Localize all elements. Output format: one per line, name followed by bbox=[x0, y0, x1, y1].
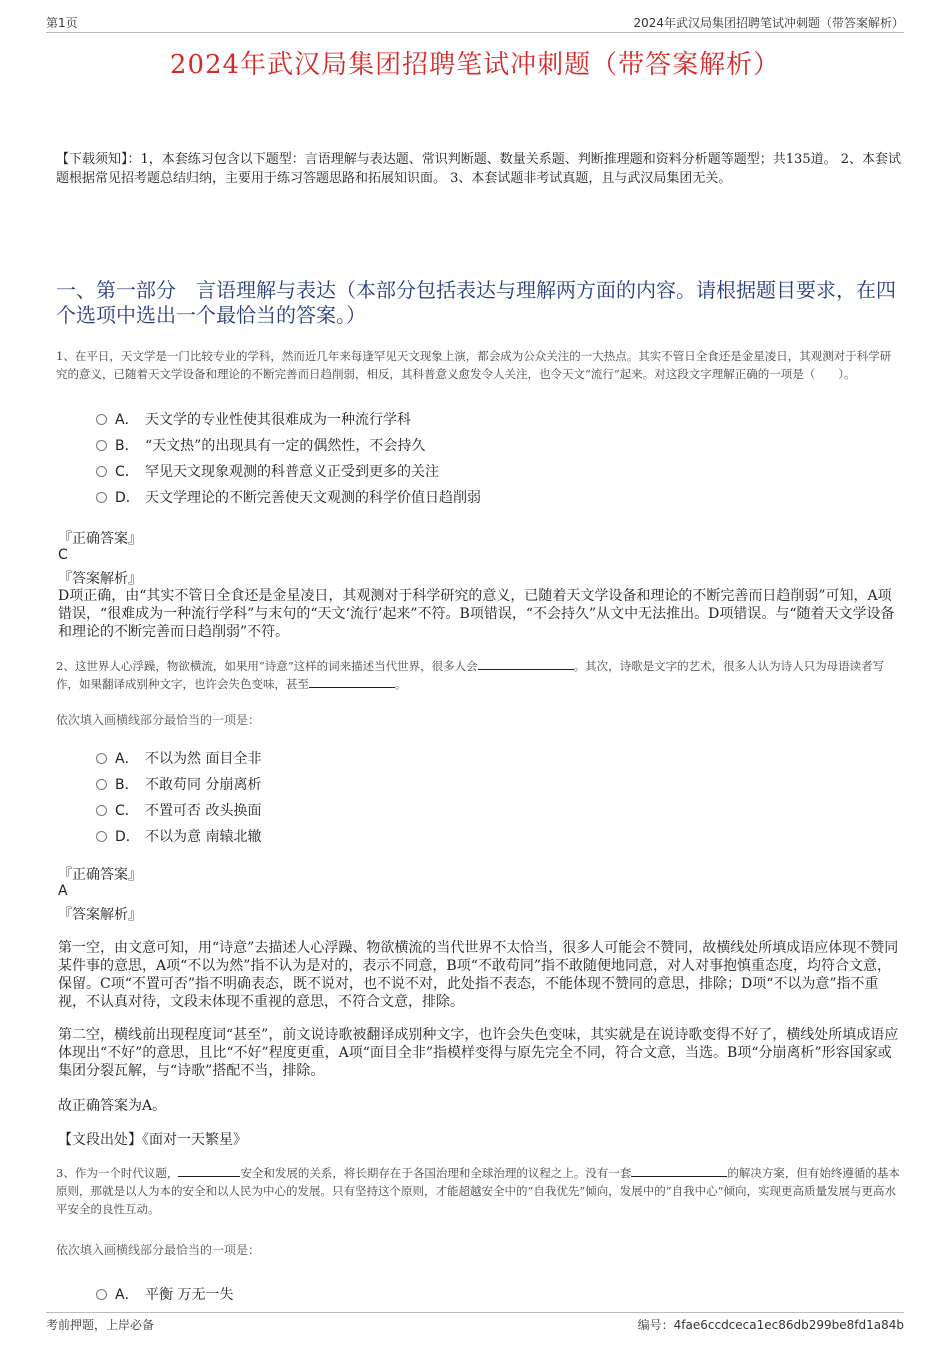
footer-slogan: 考前押题，上岸必备 bbox=[46, 1318, 155, 1332]
radio-icon[interactable] bbox=[96, 805, 107, 816]
question-2-option-d[interactable]: D． 不以为意 南辕北辙 bbox=[96, 826, 261, 846]
radio-icon[interactable] bbox=[96, 1289, 107, 1300]
radio-icon[interactable] bbox=[96, 753, 107, 764]
question-2-option-c[interactable]: C． 不置可否 改头换面 bbox=[96, 800, 261, 820]
question-2-stem: 2、这世界人心浮躁，物欲横流，如果用“诗意”这样的词来描述当代世界，很多人会 。其次，诗歌是文字的艺术，很多人认为诗人只为母语读者写作，如果翻译成别种文字，也许会失色变味，甚至 。 bbox=[56, 659, 885, 691]
radio-icon[interactable] bbox=[96, 492, 107, 503]
radio-icon[interactable] bbox=[96, 414, 107, 425]
question-1-option-d[interactable]: D． 天文学理论的不断完善使天文观测的科学价值日趋削弱 bbox=[96, 487, 481, 507]
page-number: 第1页 bbox=[46, 16, 78, 30]
document-title: 2024年武汉局集团招聘笔试冲刺题（带答案解析） bbox=[169, 50, 781, 80]
page-header bbox=[46, 14, 904, 33]
radio-icon[interactable] bbox=[96, 831, 107, 842]
question-2-option-a[interactable]: A． 不以为然 面目全非 bbox=[96, 748, 261, 768]
question-2-source: 【文段出处】《面对一天繁星》 bbox=[58, 1132, 247, 1148]
analysis-label: 『答案解析』 bbox=[58, 571, 142, 587]
question-3-stem: 3、作为一个时代议题， 安全和发展的关系，将长期存在于各国治理和全球治理的议程之上。没有一套 的解决方案，但有始终遵循的基本原则，那就是以人为本的安全和以人民为中心的发展。只有坚持这个原则，才能超越安全中的“自我优先”倾向，发展中的“自我中心”倾向，实现更高质量发展与更高水平安全的良性互动。 bbox=[56, 1166, 900, 1216]
fill-blank bbox=[309, 675, 395, 688]
download-notice: 【下载须知】：1，本套练习包含以下题型：言语理解与表达题、常识判断题、数量关系题、判断推理题和资料分析题等题型；共135道。 2、本套试题根据常见招考题总结归纳，主要用于练习答题思路和拓展知识面。 3、本套试题非考试真题，且与武汉局集团无关。 bbox=[56, 152, 901, 186]
answer-label: 『正确答案』 bbox=[58, 531, 142, 547]
question-2-answer: A bbox=[58, 883, 68, 899]
header-doc-title: 2024年武汉局集团招聘笔试冲刺题（带答案解析） bbox=[633, 16, 904, 30]
footer-code: 编号：4fae6ccdceca1ec86db299be8fd1a84b bbox=[637, 1318, 904, 1332]
radio-icon[interactable] bbox=[96, 466, 107, 477]
answer-label: 『正确答案』 bbox=[58, 867, 142, 883]
question-2-option-b[interactable]: B． 不敢苟同 分崩离析 bbox=[96, 774, 261, 794]
question-2-conclusion: 故正确答案为A。 bbox=[58, 1098, 167, 1114]
question-1-stem: 1、在平日，天文学是一门比较专业的学科，然而近几年来每逢罕见天文现象上演，都会成为公众关注的一大热点。其实不管日全食还是金星凌日，其观测对于科学研究的意义，已随着天文学设备和理论的不断完善而日趋削弱，相反，其科普意义愈发令人关注，也令天文“流行”起来。对这段文字理解正确的一项是（ ）。 bbox=[56, 349, 892, 381]
question-1-option-b[interactable]: B． “天文热”的出现具有一定的偶然性，不会持久 bbox=[96, 435, 425, 455]
analysis-label: 『答案解析』 bbox=[58, 907, 142, 923]
fill-blank bbox=[178, 1164, 240, 1177]
page-footer bbox=[46, 1312, 904, 1336]
radio-icon[interactable] bbox=[96, 779, 107, 790]
question-2-analysis-p1: 第一空，由文意可知，用“诗意”去描述人心浮躁、物欲横流的当代世界不太恰当，很多人可能会不赞同，故横线处所填成语应体现不赞同某件事的意思，A项“不以为然”指不认为是对的，表示不同意，B项“不敢苟同”指不敢随便地同意，对人对事抱慎重态度，均符合文意，保留。C项“不置可否”指不明确表态，既不说对，也不说不对，此处指不表态，不能体现不赞同的意思，排除；D项“不以为意”指不重视，不认真对待，文段未体现不重视的意思，不符合文意，排除。 bbox=[58, 940, 899, 1010]
question-1-analysis: D项正确，由“其实不管日全食还是金星凌日，其观测对于科学研究的意义，已随着天文学设备和理论的不断完善而日趋削弱”可知，A项错误，“很难成为一种流行学科”与末句的“天文‘流行’起来”不符。B项错误，“不会持久”从文中无法推出。D项错误。与“随着天文学设备和理论的不断完善而日趋削弱”不符。 bbox=[58, 588, 895, 640]
question-2-analysis-p2: 第二空，横线前出现程度词“甚至”，前文说诗歌被翻译成别种文字，也许会失色变味，其实就是在说诗歌变得不好了，横线处所填成语应体现出“不好”的意思，且比“不好”程度更重，A项“面目全非”指模样变得与原先完全不同，符合文意，当选。B项“分崩离析”形容国家或集团分裂瓦解，与“诗歌”搭配不当，排除。 bbox=[58, 1027, 899, 1079]
question-3-prompt: 依次填入画横线部分最恰当的一项是： bbox=[56, 1243, 261, 1257]
question-1-answer: C bbox=[58, 547, 68, 563]
question-1-option-a[interactable]: A． 天文学的专业性使其很难成为一种流行学科 bbox=[96, 409, 411, 429]
question-2-prompt: 依次填入画横线部分最恰当的一项是： bbox=[56, 713, 261, 727]
question-3-option-a[interactable]: A． 平衡 万无一失 bbox=[96, 1284, 233, 1304]
fill-blank bbox=[631, 1164, 727, 1177]
question-1-option-c[interactable]: C． 罕见天文现象观测的科普意义正受到更多的关注 bbox=[96, 461, 439, 481]
radio-icon[interactable] bbox=[96, 440, 107, 451]
section-heading: 一、第一部分 言语理解与表达（本部分包括表达与理解两方面的内容。请根据题目要求，在四个选项中选出一个最恰当的答案。） bbox=[56, 278, 896, 327]
fill-blank bbox=[478, 657, 574, 670]
